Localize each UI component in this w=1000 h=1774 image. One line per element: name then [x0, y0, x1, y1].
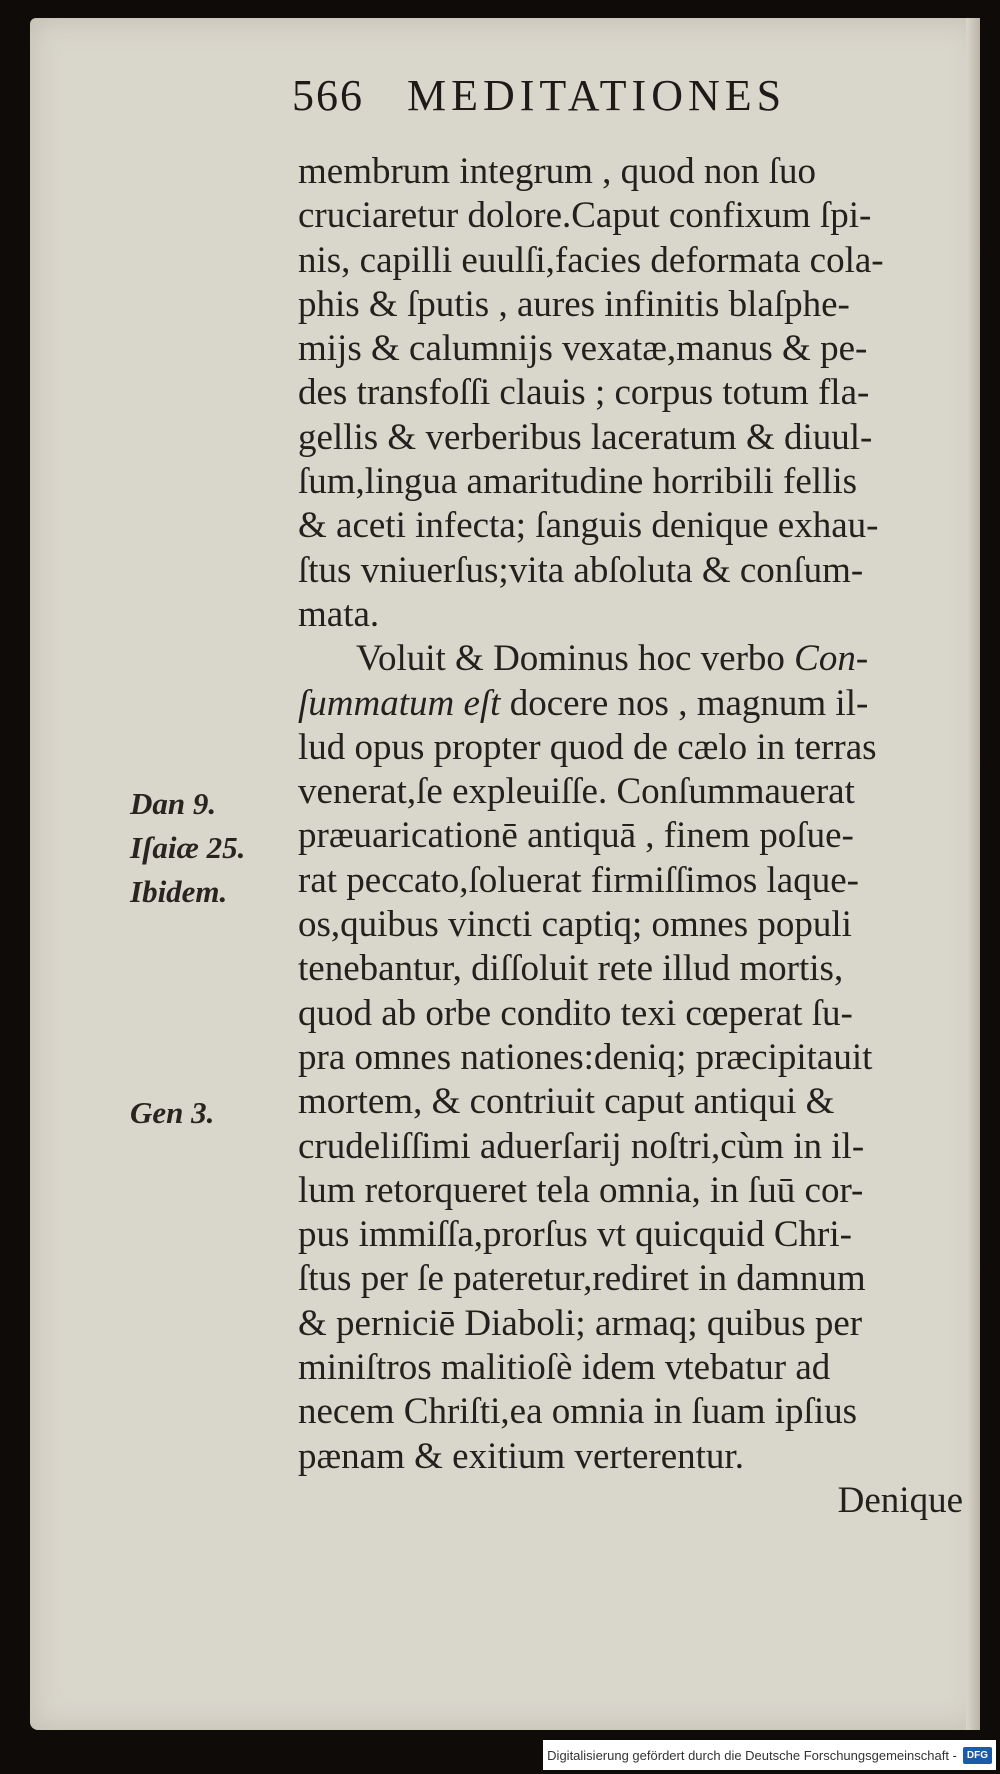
text-line: & aceti infecta; ſanguis denique exhau-: [298, 505, 879, 547]
page-edge: [966, 18, 980, 1730]
italic-segment: ſummatum eſt: [298, 682, 501, 724]
running-title: MEDITATIONES: [407, 71, 787, 120]
text-line: des transfoſſi clauis ; corpus totum fla-: [298, 372, 870, 414]
text-line: necem Chriſti,ea omnia in ſuam ipſius: [298, 1391, 857, 1433]
dfg-logo-icon: DFG: [963, 1747, 992, 1764]
text-line: præuaricationē antiquā , finem poſue-: [298, 815, 854, 857]
page-number: 566: [292, 71, 364, 120]
text-line: nis, capilli euulſi,facies deformata cola-: [298, 239, 884, 281]
text-line: mijs & calumnijs vexatæ,manus & pe-: [298, 328, 868, 370]
text-line: venerat,ſe expleuiſſe. Conſummauerat: [298, 771, 855, 813]
catchword: Denique: [837, 1479, 963, 1521]
text-line: & perniciē Diaboli; armaq; quibus per: [298, 1302, 863, 1344]
text-line: [298, 682, 963, 726]
text-line: lud opus propter quod de cælo in terras: [298, 726, 877, 768]
text-line: tenebantur, diſſoluit rete illud mortis,: [298, 948, 844, 990]
text-line: gellis & verberibus laceratum & diuul-: [298, 416, 873, 458]
text-line: mata.: [298, 593, 380, 635]
text-line: rat peccato,ſoluerat firmiſſimos laque-: [298, 859, 859, 901]
text-line: lum retorqueret tela omnia, in ſuū cor-: [298, 1169, 864, 1211]
text-line: os,quibus vincti captiq; omnes populi: [298, 904, 852, 946]
text-line: cruciaretur dolore.Caput confixum ſpi-: [298, 195, 872, 237]
text-line: ſtus per ſe pateretur,rediret in damnum: [298, 1258, 866, 1300]
margin-note-ibidem: Ibidem.: [130, 874, 228, 909]
margin-note-dan: Dan 9.: [130, 786, 217, 821]
digitization-footer: [543, 1740, 996, 1770]
footer-text: Digitalisierung gefördert durch die Deutsche Forschungsgemeinschaft -: [547, 1747, 957, 1763]
text-line: phis & ſputis , aures infinitis blaſphe-: [298, 283, 850, 325]
text-segment: Voluit & Dominus hoc verbo: [356, 638, 795, 680]
margin-note-isaiae: Iſaiæ 25.: [130, 830, 246, 865]
text-line: [298, 637, 963, 681]
text-line: quod ab orbe condito texi cœperat ſu-: [298, 992, 853, 1034]
margin-note-gen: Gen 3.: [130, 1095, 215, 1130]
text-line: miniſtros malitioſè idem vtebatur ad: [298, 1347, 831, 1389]
text-line: crudeliſſimi aduerſarij noſtri,cùm in il-: [298, 1125, 865, 1167]
text-line: ſtus vniuerſus;vita abſoluta & conſum-: [298, 549, 864, 591]
text-line: pus immiſſa,prorſus vt quicquid Chri-: [298, 1214, 852, 1256]
text-line: mortem, & contriuit caput antiqui &: [298, 1081, 835, 1123]
text-segment: docere nos , magnum il-: [500, 682, 869, 724]
text-line: pænam & exitium verterentur.: [298, 1435, 744, 1477]
text-line: membrum integrum , quod non ſuo: [298, 151, 816, 192]
running-head: [292, 70, 852, 140]
text-block: [298, 150, 963, 1523]
text-line: ſum,lingua amaritudine horribili fellis: [298, 461, 857, 503]
text-line: pra omnes nationes:deniq; præcipitauit: [298, 1036, 873, 1078]
italic-segment: Con-: [794, 638, 869, 680]
